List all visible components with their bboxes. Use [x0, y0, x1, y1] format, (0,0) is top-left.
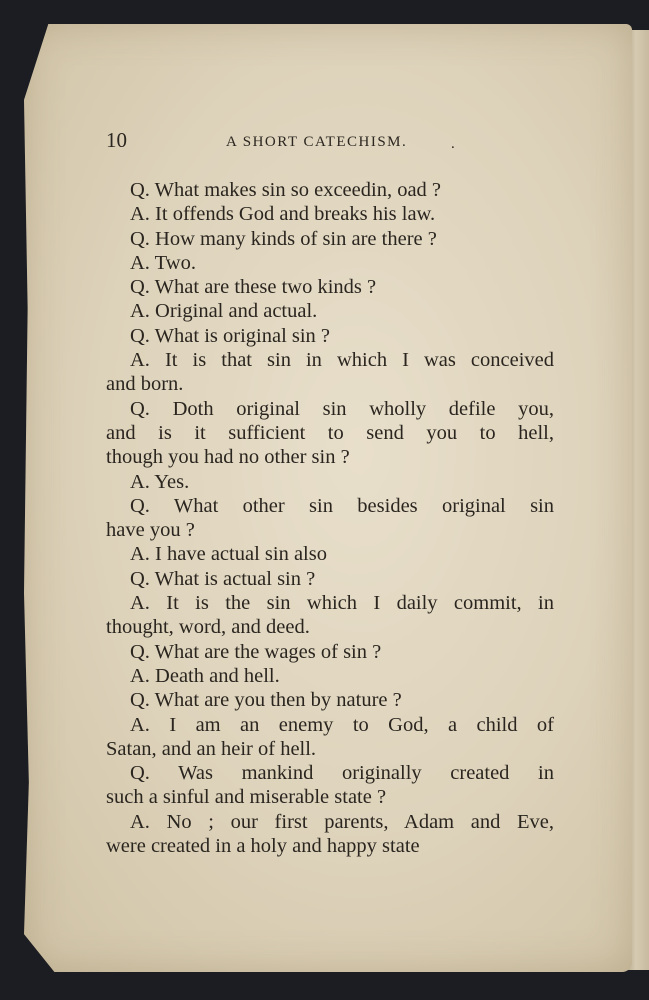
- text-line: A. It offends God and breaks his law.: [130, 203, 436, 226]
- text-line: A. Death and hell.: [130, 664, 280, 687]
- text-line: A. I am an enemy to God, a child of: [130, 713, 554, 736]
- text-line: Q. What are the wages of sin ?: [130, 640, 382, 663]
- text-line: though you had no other sin ?: [106, 446, 350, 469]
- text-line: A. Original and actual.: [130, 300, 318, 323]
- text-line: have you ?: [106, 519, 195, 542]
- text-line: such a sinful and miserable state ?: [106, 786, 387, 809]
- text-line: Q. Was mankind originally created in: [130, 762, 554, 785]
- text-line: A. Yes.: [130, 470, 190, 493]
- text-line: Q. How many kinds of sin are there ?: [130, 227, 437, 250]
- text-line: A. I have actual sin also: [130, 543, 327, 566]
- text-line: Q. What are these two kinds ?: [130, 276, 377, 299]
- running-head: A SHORT CATECHISM.: [226, 134, 408, 150]
- text-line: Q. What is original sin ?: [130, 324, 331, 347]
- text-line: A. Two.: [130, 251, 196, 274]
- text-line: Q. What are you then by nature ?: [130, 689, 402, 712]
- text-line: A. It is the sin which I daily commit, in: [130, 592, 554, 615]
- text-line: were created in a holy and happy state: [106, 835, 420, 858]
- text-line: Satan, and an heir of hell.: [106, 737, 317, 760]
- text-line: thought, word, and deed.: [106, 616, 310, 639]
- text-line: and born.: [106, 373, 184, 396]
- page-number: 10: [106, 128, 127, 152]
- text-line: Q. What is actual sin ?: [130, 567, 316, 590]
- text-line: A. No ; our first parents, Adam and Eve,: [130, 810, 554, 833]
- text-line: Q. What makes sin so exceedin, oad ?: [130, 179, 442, 201]
- catechism-text: [106, 178, 554, 858]
- text-line: A. It is that sin in which I was conceived: [130, 349, 554, 372]
- text-line: Q. Doth original sin wholly defile you,: [130, 397, 554, 420]
- text-line: and is it sufficient to send you to hell,: [106, 421, 554, 444]
- page-header: [106, 124, 456, 154]
- text-line: Q. What other sin besides original sin: [130, 494, 554, 517]
- header-mark: .: [451, 136, 455, 152]
